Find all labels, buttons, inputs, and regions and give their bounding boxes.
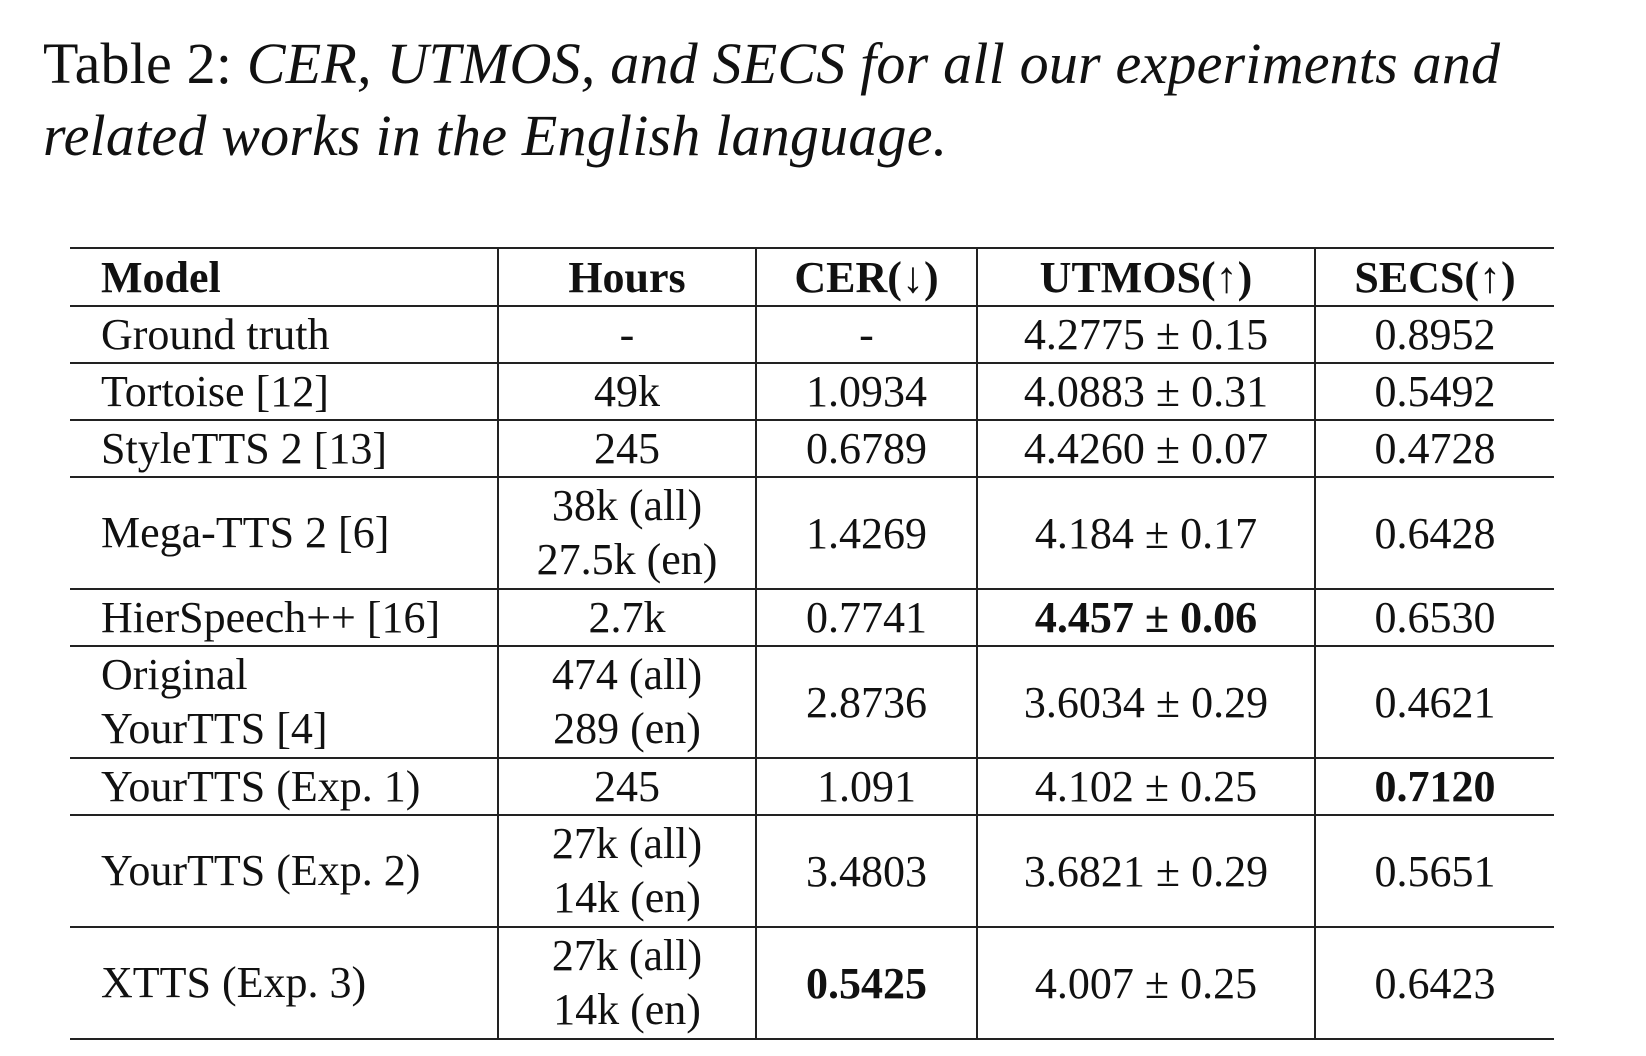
cell-model-line: Tortoise [12] (101, 366, 329, 416)
cell-cer: 0.6789 (756, 420, 977, 477)
cell-hours-line: - (619, 309, 635, 359)
cell-hours-line: 38k (all) (551, 481, 703, 530)
cell-utmos: 4.102 ± 0.25 (977, 758, 1315, 815)
cell-hours-line: 245 (594, 761, 660, 811)
table-row (70, 363, 1554, 420)
cell-secs: 0.4621 (1315, 646, 1554, 758)
caption-text: CER, UTMOS, and SECS for all our experiments and related works in the English language. (43, 31, 1501, 168)
table-row (70, 815, 1554, 927)
cell-secs: 0.5651 (1315, 815, 1554, 927)
table-row (70, 477, 1554, 589)
cell-hours-line: 14k (en) (553, 873, 701, 922)
cell-utmos: 4.007 ± 0.25 (977, 927, 1315, 1039)
cell-model-line: StyleTTS 2 [13] (101, 423, 387, 473)
table-row (70, 306, 1554, 363)
cell-model (70, 420, 498, 477)
cell-hours (498, 477, 756, 589)
cell-model-line: Original (101, 650, 248, 699)
cell-utmos: 4.184 ± 0.17 (977, 477, 1315, 589)
header-row (70, 248, 1554, 306)
cell-model (70, 815, 498, 927)
table-row (70, 589, 1554, 646)
cell-hours-line: 49k (594, 366, 660, 416)
cell-model-line: Ground truth (101, 309, 330, 359)
column-header-cer: CER(↓) (756, 248, 977, 306)
cell-hours-line: 245 (594, 423, 660, 473)
cell-hours-line: 27k (all) (551, 819, 703, 868)
cell-hours-line: 14k (en) (553, 985, 701, 1034)
cell-cer: 1.091 (756, 758, 977, 815)
cell-hours-line: 474 (all) (551, 650, 703, 699)
cell-hours (498, 758, 756, 815)
table-row (70, 420, 1554, 477)
cell-hours (498, 589, 756, 646)
cell-hours (498, 420, 756, 477)
caption-label: Table 2: (43, 31, 233, 96)
cell-secs: 0.8952 (1315, 306, 1554, 363)
cell-utmos: 4.457 ± 0.06 (977, 589, 1315, 646)
column-header-utmos: UTMOS(↑) (977, 248, 1315, 306)
table-row (70, 646, 1554, 758)
cell-cer: - (756, 306, 977, 363)
column-header-hours: Hours (498, 248, 756, 306)
cell-utmos: 4.4260 ± 0.07 (977, 420, 1315, 477)
cell-utmos: 4.2775 ± 0.15 (977, 306, 1315, 363)
cell-model-line: HierSpeech++ [16] (101, 592, 441, 642)
table-caption (43, 28, 1623, 172)
cell-model-line: YourTTS [4] (101, 704, 328, 753)
cell-hours (498, 646, 756, 758)
cell-hours (498, 363, 756, 420)
cell-cer: 1.4269 (756, 477, 977, 589)
cell-hours (498, 306, 756, 363)
column-header-secs: SECS(↑) (1315, 248, 1554, 306)
cell-hours (498, 927, 756, 1039)
cell-secs: 0.6428 (1315, 477, 1554, 589)
cell-secs: 0.5492 (1315, 363, 1554, 420)
table-body (70, 306, 1554, 1039)
results-table (70, 247, 1554, 1040)
cell-utmos: 3.6034 ± 0.29 (977, 646, 1315, 758)
cell-model (70, 646, 498, 758)
cell-cer: 2.8736 (756, 646, 977, 758)
cell-hours (498, 815, 756, 927)
cell-model-line: YourTTS (Exp. 2) (101, 846, 421, 895)
cell-model (70, 589, 498, 646)
cell-model (70, 306, 498, 363)
table-row (70, 927, 1554, 1039)
column-header-model: Model (70, 248, 498, 306)
cell-cer: 1.0934 (756, 363, 977, 420)
cell-model (70, 477, 498, 589)
cell-secs: 0.7120 (1315, 758, 1554, 815)
cell-model-line: Mega-TTS 2 [6] (101, 508, 390, 557)
cell-hours-line: 2.7k (588, 592, 666, 642)
cell-cer: 3.4803 (756, 815, 977, 927)
cell-utmos: 3.6821 ± 0.29 (977, 815, 1315, 927)
cell-hours-line: 27k (all) (551, 931, 703, 980)
cell-hours-line: 289 (en) (553, 704, 701, 753)
cell-model-line: XTTS (Exp. 3) (101, 958, 367, 1007)
cell-secs: 0.6423 (1315, 927, 1554, 1039)
table-row (70, 758, 1554, 815)
cell-model (70, 758, 498, 815)
cell-hours-line: 27.5k (en) (536, 535, 718, 584)
cell-cer: 0.7741 (756, 589, 977, 646)
cell-model (70, 363, 498, 420)
cell-cer: 0.5425 (756, 927, 977, 1039)
cell-utmos: 4.0883 ± 0.31 (977, 363, 1315, 420)
cell-model (70, 927, 498, 1039)
cell-secs: 0.6530 (1315, 589, 1554, 646)
cell-model-line: YourTTS (Exp. 1) (101, 761, 421, 811)
cell-secs: 0.4728 (1315, 420, 1554, 477)
